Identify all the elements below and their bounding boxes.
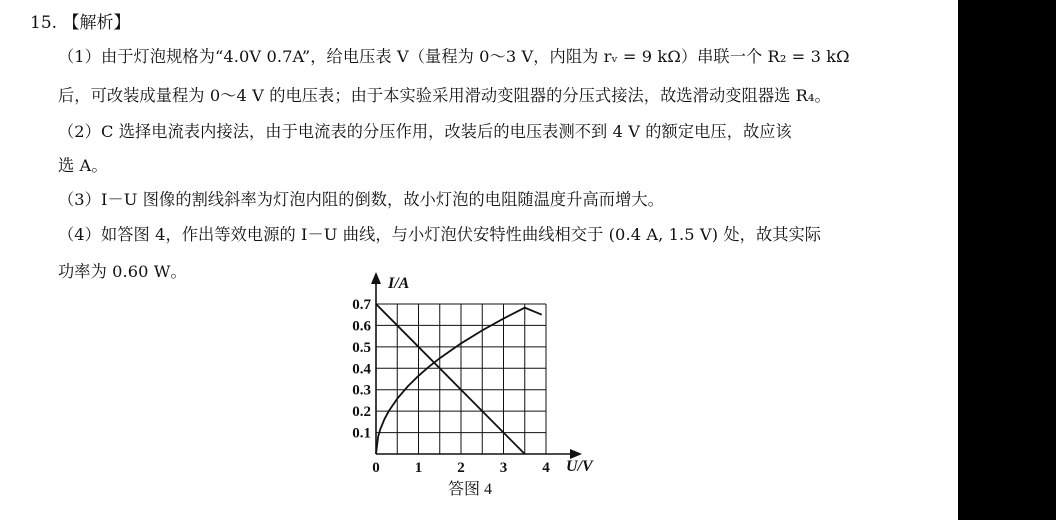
curves (376, 304, 542, 454)
figure-caption: 答图 4 (447, 481, 493, 498)
question-number: 15. (30, 13, 58, 33)
y-tick-label: 0.1 (352, 425, 371, 442)
y-axis-label: I/A (388, 275, 410, 292)
axes (371, 272, 582, 459)
grid (376, 304, 546, 454)
iu-graph-figure (330, 272, 620, 502)
paragraph-line-4: 选 A。 (58, 156, 108, 175)
question-header (30, 8, 130, 33)
y-tick-label: 0.5 (352, 339, 371, 356)
source-iu-line (376, 304, 525, 454)
x-tick-label: 3 (499, 460, 508, 476)
paragraph-line-5: （3）I－U 图像的割线斜率为灯泡内阻的倒数，故小灯泡的电阻随温度升高而增大。 (58, 190, 664, 209)
paragraph-line-3: （2）C 选择电流表内接法，由于电流表的分压作用，改装后的电压表测不到 4 V 的额定电压，故应该 (58, 122, 792, 141)
x-tick-label: 0 (372, 460, 380, 476)
y-tick-label: 0.2 (352, 404, 371, 421)
paragraph-line-1: （1）由于灯泡规格为“4.0V 0.7A”，给电压表 V（量程为 0～3 V，内阻为 rᵥ = 9 kΩ）串联一个 R₂ = 3 kΩ (58, 47, 850, 66)
x-tick-label: 1 (414, 460, 423, 476)
y-tick-label: 0.7 (352, 297, 371, 313)
y-tick-label: 0.6 (352, 318, 371, 335)
paragraph-line-6: （4）如答图 4，作出等效电源的 I－U 曲线，与小灯泡伏安特性曲线相交于 (0.4 A, 1.5 V) 处，故其实际 (58, 225, 822, 244)
x-tick-label: 4 (542, 460, 550, 476)
y-tick-label: 0.4 (352, 361, 371, 378)
y-axis-arrow (371, 272, 381, 284)
x-axis-label: U/V (566, 458, 593, 475)
paragraph-line-2: 后，可改装成量程为 0～4 V 的电压表；由于本实验采用滑动变阻器的分压式接法，故选滑动变阻器选 R₄。 (58, 86, 831, 105)
question-heading: 【解析】 (62, 13, 131, 33)
y-tick-label: 0.3 (352, 382, 371, 399)
x-tick-label: 2 (457, 460, 465, 476)
right-black-margin (958, 0, 1056, 520)
paragraph-line-7: 功率为 0.60 W。 (58, 262, 187, 281)
